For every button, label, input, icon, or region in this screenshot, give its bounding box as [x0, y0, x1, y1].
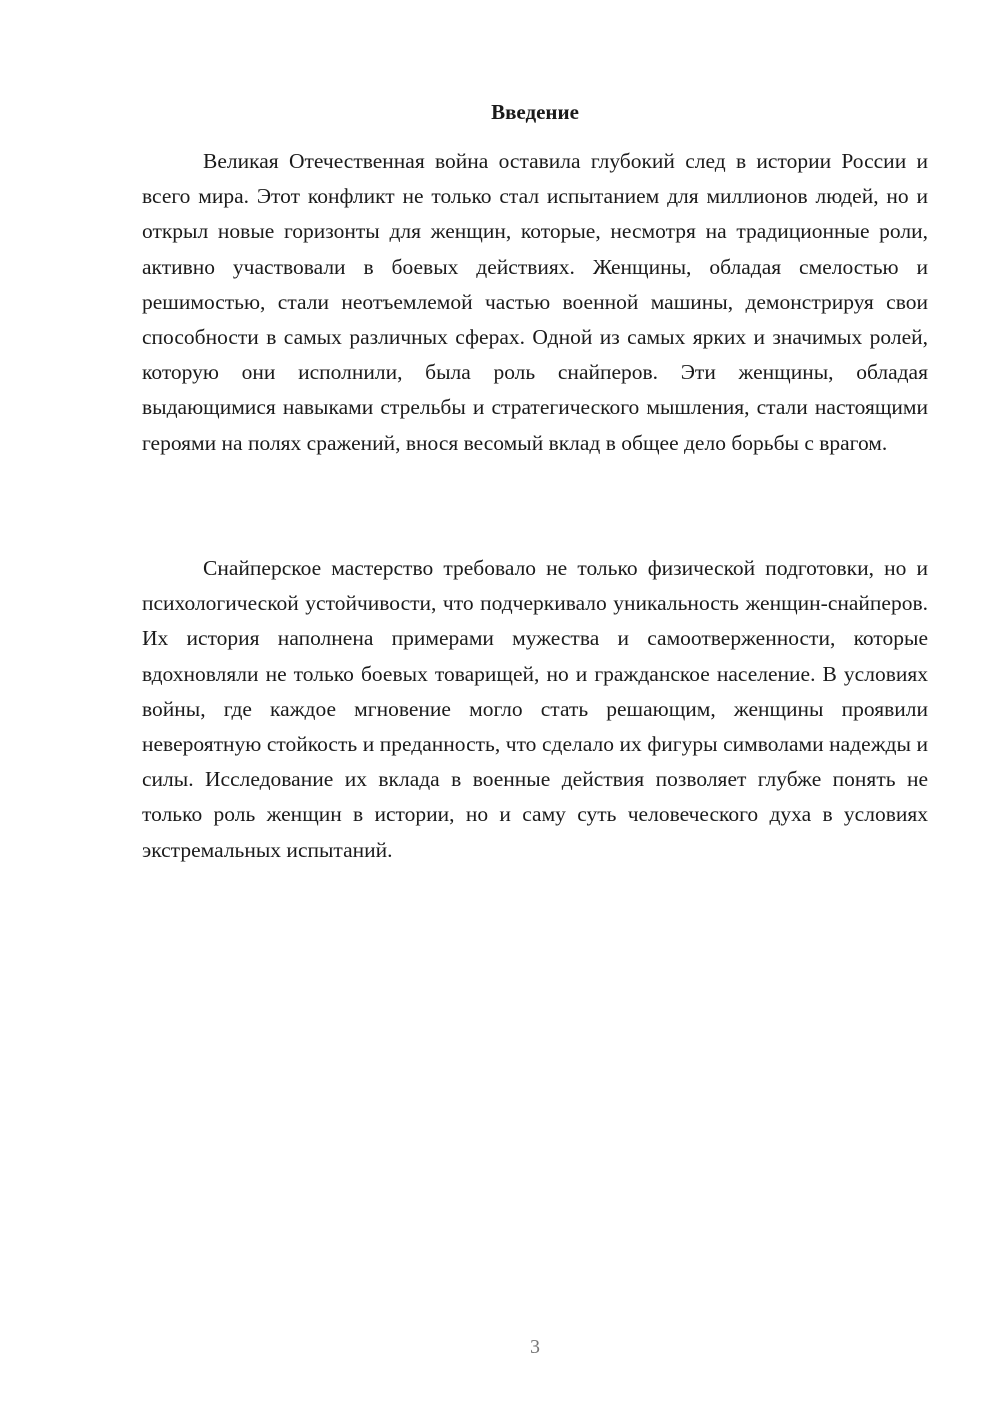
paragraph-2: Снайперское мастерство требовало не только физической подготовки, но и психологической устойчивости, что подчеркивало уникальность женщин-снайперов. Их история наполнена примерами мужества и самоотверженности, которые вдохновляли не только боевых товарищей, но и гражданское население. В условиях войны, где каждое мгновение могло стать решающим, женщины проявили невероятную стойкость и преданность, что сделало их фигуры символами надежды и силы. Исследование их вклада в военные действия позволяет глубже понять не только роль женщин в истории, но и саму суть человеческого духа в условиях экстремальных испытаний. — [142, 556, 928, 862]
paragraph-1: Великая Отечественная война оставила глубокий след в истории России и всего мира. Этот конфликт не только стал испытанием для миллионов людей, но и открыл новые горизонты для женщин, которые, несмотря на традиционные роли, активно участвовали в боевых действиях. Женщины, обладая смелостью и решимостью, стали неотъемлемой частью военной машины, демонстрируя свои способности в самых различных сферах. Одной из самых ярких и значимых ролей, которую они исполнили, была роль снайперов. Эти женщины, обладая выдающимися навыками стрельбы и стратегического мышления, стали настоящими героями на полях сражений, внося весомый вклад в общее дело борьбы с врагом. — [142, 149, 928, 455]
page-title: Введение — [491, 100, 579, 124]
page-number: 3 — [530, 1336, 540, 1358]
